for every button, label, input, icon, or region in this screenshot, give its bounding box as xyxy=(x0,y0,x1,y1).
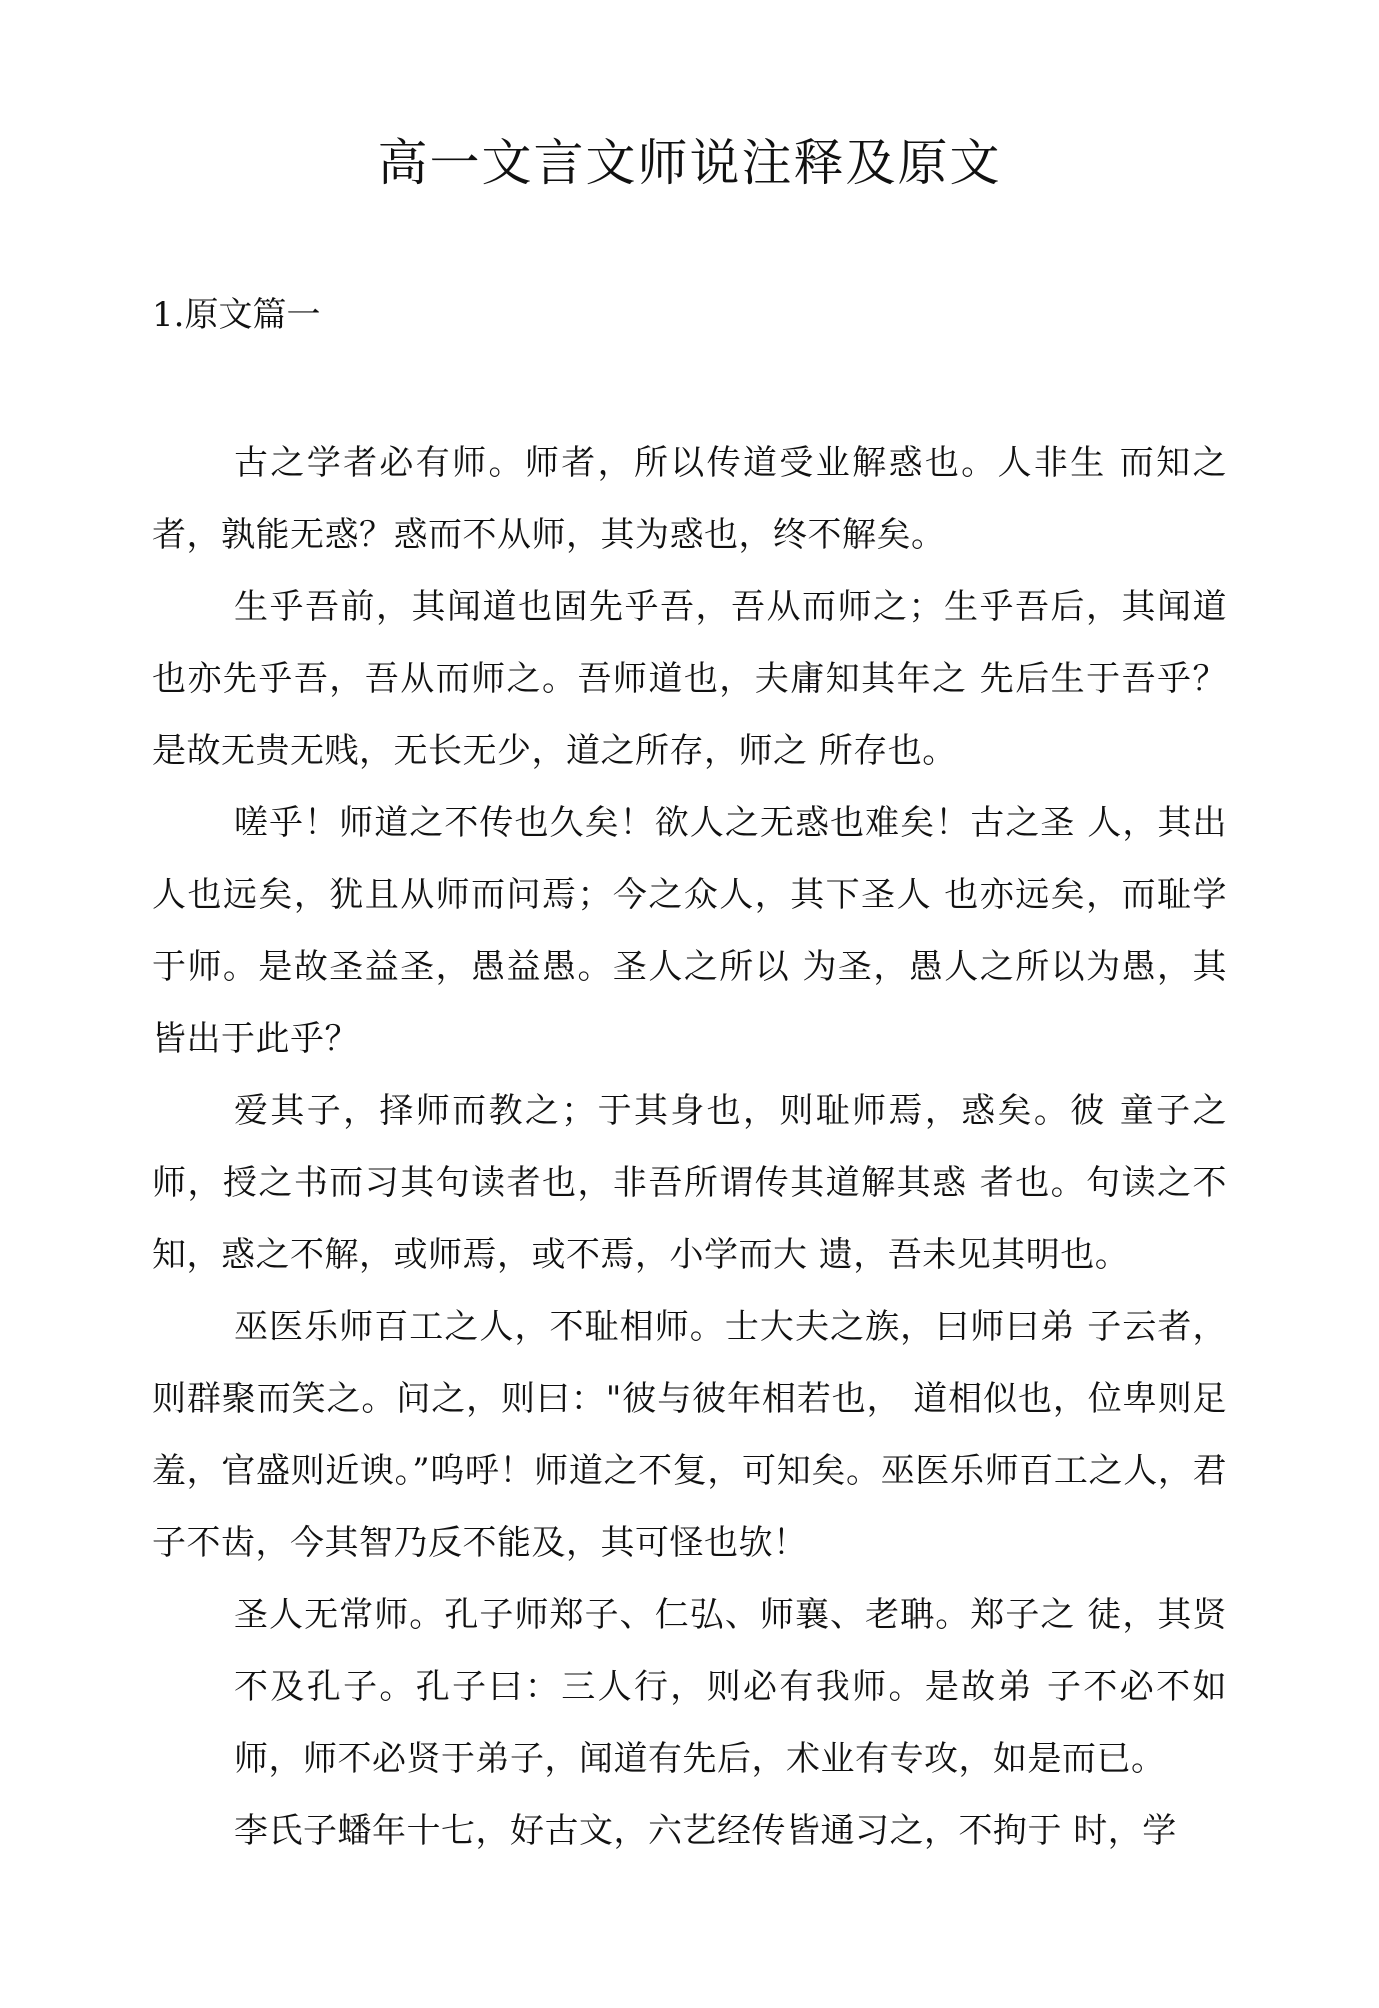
document-title: 高一文言文师说注释及原文 xyxy=(377,134,1002,192)
paragraph-3: 嗟乎！师道之不传也久矣！欲人之无惑也难矣！古之圣 人，其出人也远矣，犹且从师而问焉；今之众人，其下圣人 也亦远矣，而耻学于师。是故圣益圣，愚益愚。圣人之所以 为圣，愚人之所以为愚，其皆出于此乎？ xyxy=(152,803,1227,1059)
section-heading: 1.原文篇一 xyxy=(152,295,321,335)
paragraph-1: 古之学者必有师。师者，所以传道受业解惑也。人非生 而知之者，孰能无惑？惑而不从师，其为惑也，终不解矣。 xyxy=(152,443,1227,555)
body-text xyxy=(152,427,1227,1867)
paragraph-2: 生乎吾前，其闻道也固先乎吾，吾从而师之；生乎吾后，其闻道也亦先乎吾，吾从而师之。吾师道也，夫庸知其年之 先后生于吾乎？是故无贵无贱，无长无少，道之所存，师之 所存也。 xyxy=(152,587,1227,771)
paragraph-7: 李氏子蟠年十七，好古文，六艺经传皆通习之，不拘于 时，学 xyxy=(234,1811,1177,1851)
paragraph-4: 爱其子，择师而教之；于其身也，则耻师焉，惑矣。彼 童子之师，授之书而习其句读者也，非吾所谓传其道解其惑 者也。句读之不知，惑之不解，或师焉，或不焉，小学而大 遗，吾未见其明也。 xyxy=(152,1091,1227,1275)
paragraph-6: 圣人无常师。孔子师郑子、仁弘、师襄、老聃。郑子之 徒，其贤不及孔子。孔子曰：三人行，则必有我师。是故弟 子不必不如师，师不必贤于弟子，闻道有先后，术业有专攻，如是而已。 xyxy=(234,1595,1227,1779)
paragraph-5: 巫医乐师百工之人，不耻相师。士大夫之族，曰师曰弟 子云者，则群聚而笑之。问之，则曰："彼与彼年相若也， 道相似也，位卑则足羞，官盛则近谀。”呜呼！师道之不复，可知矣。巫医乐师百工之人，君子不齿，今其智乃反不能及，其可怪也欤！ xyxy=(152,1307,1227,1563)
